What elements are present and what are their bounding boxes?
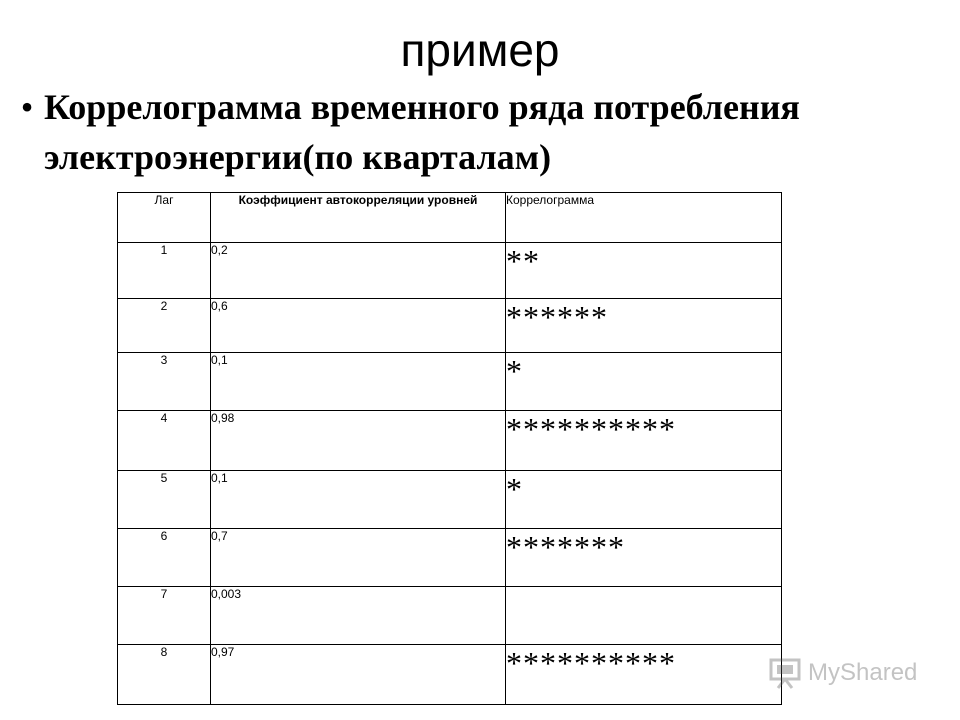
- bullet-dot-icon: •: [20, 87, 34, 127]
- cell-correlogram: *: [506, 471, 782, 529]
- cell-lag: 7: [118, 587, 211, 645]
- header-correlogram: Коррелограмма: [506, 193, 782, 243]
- cell-lag: 1: [118, 243, 211, 299]
- cell-coefficient: 0,98: [211, 411, 506, 471]
- cell-coefficient: 0,1: [211, 471, 506, 529]
- table-row: [118, 587, 782, 645]
- mysharedwatermark: [768, 656, 917, 690]
- cell-lag: 4: [118, 411, 211, 471]
- cell-lag: 8: [118, 645, 211, 705]
- header-lag: Лаг: [118, 193, 211, 243]
- cell-lag: 2: [118, 299, 211, 353]
- table-header-row: [118, 193, 782, 243]
- table-row: [118, 353, 782, 411]
- cell-coefficient: 0,97: [211, 645, 506, 705]
- cell-coefficient: 0,2: [211, 243, 506, 299]
- bullet-point: [10, 82, 955, 182]
- cell-coefficient: 0,1: [211, 353, 506, 411]
- cell-coefficient: 0,6: [211, 299, 506, 353]
- cell-coefficient: 0,003: [211, 587, 506, 645]
- cell-lag: 6: [118, 529, 211, 587]
- presentation-board-icon: [768, 656, 804, 690]
- header-coefficient: Коэффициент автокорреляции уровней: [211, 193, 506, 243]
- table-row: [118, 411, 782, 471]
- cell-correlogram: **********: [506, 645, 782, 705]
- cell-lag: 3: [118, 353, 211, 411]
- table-row: [118, 471, 782, 529]
- table-row: [118, 529, 782, 587]
- slide-title: пример: [400, 24, 560, 76]
- cell-coefficient: 0,7: [211, 529, 506, 587]
- cell-correlogram: *: [506, 353, 782, 411]
- cell-correlogram: *******: [506, 529, 782, 587]
- watermark-text: MyShared: [808, 659, 918, 686]
- cell-correlogram: [506, 587, 782, 645]
- cell-lag: 5: [118, 471, 211, 529]
- correlogram-table: [117, 192, 782, 705]
- cell-correlogram: ******: [506, 299, 782, 353]
- table-row: [118, 243, 782, 299]
- table-row: [118, 299, 782, 353]
- cell-correlogram: **********: [506, 411, 782, 471]
- bullet-text: Коррелограмма временного ряда потребления электроэнергии(по кварталам): [44, 87, 800, 177]
- cell-correlogram: **: [506, 243, 782, 299]
- table-row: [118, 645, 782, 705]
